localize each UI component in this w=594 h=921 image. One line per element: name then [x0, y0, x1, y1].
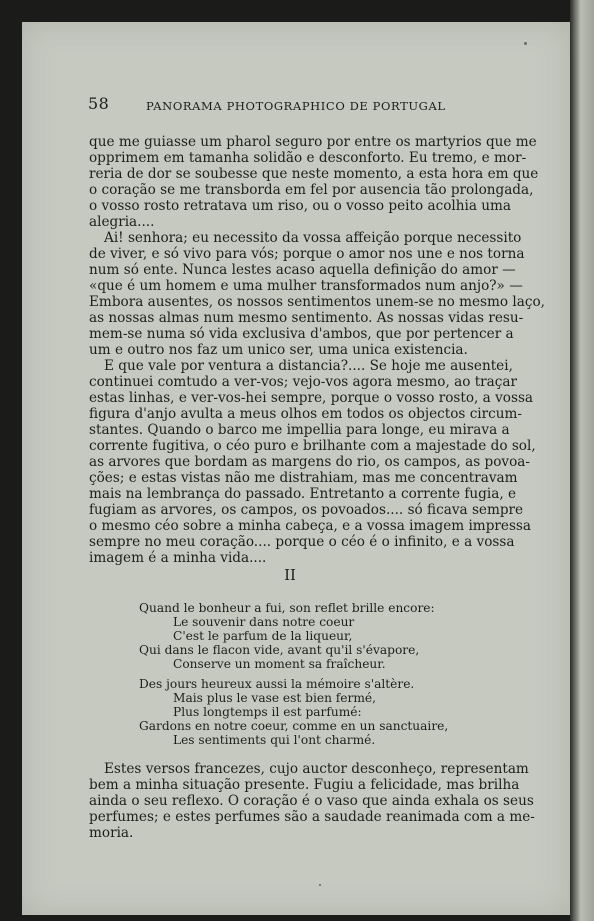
text-line: «que é um homem e uma mulher transformados num anjo?» —: [89, 278, 523, 294]
text-line: continuei comtudo a ver-vos; vejo-vos agora mesmo, ao traçar: [89, 374, 517, 390]
text-line: ções; e estas vistas não me distrahiam, mas me concentravam: [89, 470, 518, 486]
text-line: ainda o seu reflexo. O coração é o vaso que ainda exhala os seus: [89, 793, 534, 809]
verse-line: Conserve un moment sa fraîcheur.: [173, 657, 386, 671]
text-line: Embora ausentes, os nossos sentimentos unem-se no mesmo laço,: [89, 294, 545, 310]
text-line: sempre no meu coração.... porque o céo é o infinito, e a vossa: [89, 534, 515, 550]
text-line: alegria....: [89, 214, 155, 230]
verse-line: Mais plus le vase est bien fermé,: [173, 691, 376, 705]
paper-speck: [524, 42, 527, 45]
running-head: [88, 94, 488, 118]
text-line: corrente fugitiva, o céo puro e brilhante com a majestade do sol,: [89, 438, 536, 454]
text-line: mem-se numa só vida exclusiva d'ambos, que por pertencer a: [89, 326, 514, 342]
book-spine: [570, 0, 594, 921]
text-line: opprimem em tamanha solidão e desconforto. Eu tremo, e mor-: [89, 150, 527, 166]
running-title: PANORAMA PHOTOGRAPHICO DE PORTUGAL: [146, 99, 446, 113]
verse-line: Les sentiments qui l'ont charmé.: [173, 733, 376, 747]
section-numeral: II: [284, 566, 296, 584]
verse-line: C'est le parfum de la liqueur,: [173, 629, 353, 643]
text-line: mais na lembrança do passado. Entretanto a corrente fugia, e: [89, 486, 517, 502]
text-line: moria.: [89, 825, 134, 841]
text-line: Estes versos francezes, cujo auctor desconheço, representam: [104, 761, 529, 777]
text-line: stantes. Quando o barco me impellia para longe, eu mirava a: [89, 422, 510, 438]
text-line: as nossas almas num mesmo sentimento. As nossas vidas resu-: [89, 310, 524, 326]
verse-line: Le souvenir dans notre coeur: [173, 615, 355, 629]
text-line: as arvores que bordam as margens do rio, os campos, as povoa-: [89, 454, 530, 470]
text-line: num só ente. Nunca lestes acaso aquella definição do amor —: [89, 262, 516, 278]
verse-line: Gardons en notre coeur, comme en un sanctuaire,: [139, 719, 449, 733]
page-number: 58: [88, 94, 110, 113]
text-line: figura d'anjo avulta a meus olhos em todos os objectos circum-: [89, 406, 523, 422]
text-line: imagem é a minha vida....: [89, 550, 267, 566]
verse-line: Quand le bonheur a fui, son reflet brille encore:: [139, 601, 435, 615]
text-line: um e outro nos faz um unico ser, uma unica existencia.: [89, 342, 468, 358]
text-line: reria de dor se soubesse que neste momento, a esta hora em que: [89, 166, 539, 182]
text-line: de viver, e só vivo para vós; porque o amor nos une e nos torna: [89, 246, 525, 262]
verse-line: Qui dans le flacon vide, avant qu'il s'évapore,: [139, 643, 420, 657]
text-line: E que vale por ventura a distancia?.... Se hoje me ausentei,: [104, 358, 513, 374]
text-line: fugiam as arvores, os campos, os povoados.... só ficava sempre: [89, 502, 524, 518]
text-line: o mesmo céo sobre a minha cabeça, e a vossa imagem impressa: [89, 518, 531, 534]
text-line: bem a minha situação presente. Fugiu a felicidade, mas brilha: [89, 777, 520, 793]
verse-line: Des jours heureux aussi la mémoire s'altère.: [139, 677, 415, 691]
text-line: o vosso rosto retratava um riso, ou o vosso peito acolhia uma: [89, 198, 512, 214]
verse-line: Plus longtemps il est parfumé:: [173, 705, 362, 719]
text-line: que me guiasse um pharol seguro por entre os martyrios que me: [89, 134, 537, 150]
text-line: o coração se me transborda em fel por ausencia tão prolongada,: [89, 182, 534, 198]
text-line: perfumes; e estes perfumes são a saudade reanimada com a me-: [89, 809, 535, 825]
text-line: Ai! senhora; eu necessito da vossa affeição porque necessito: [104, 230, 522, 246]
paper-speck: [319, 884, 321, 886]
text-line: estas linhas, e ver-vos-hei sempre, porque o vosso rosto, a vossa: [89, 390, 534, 406]
